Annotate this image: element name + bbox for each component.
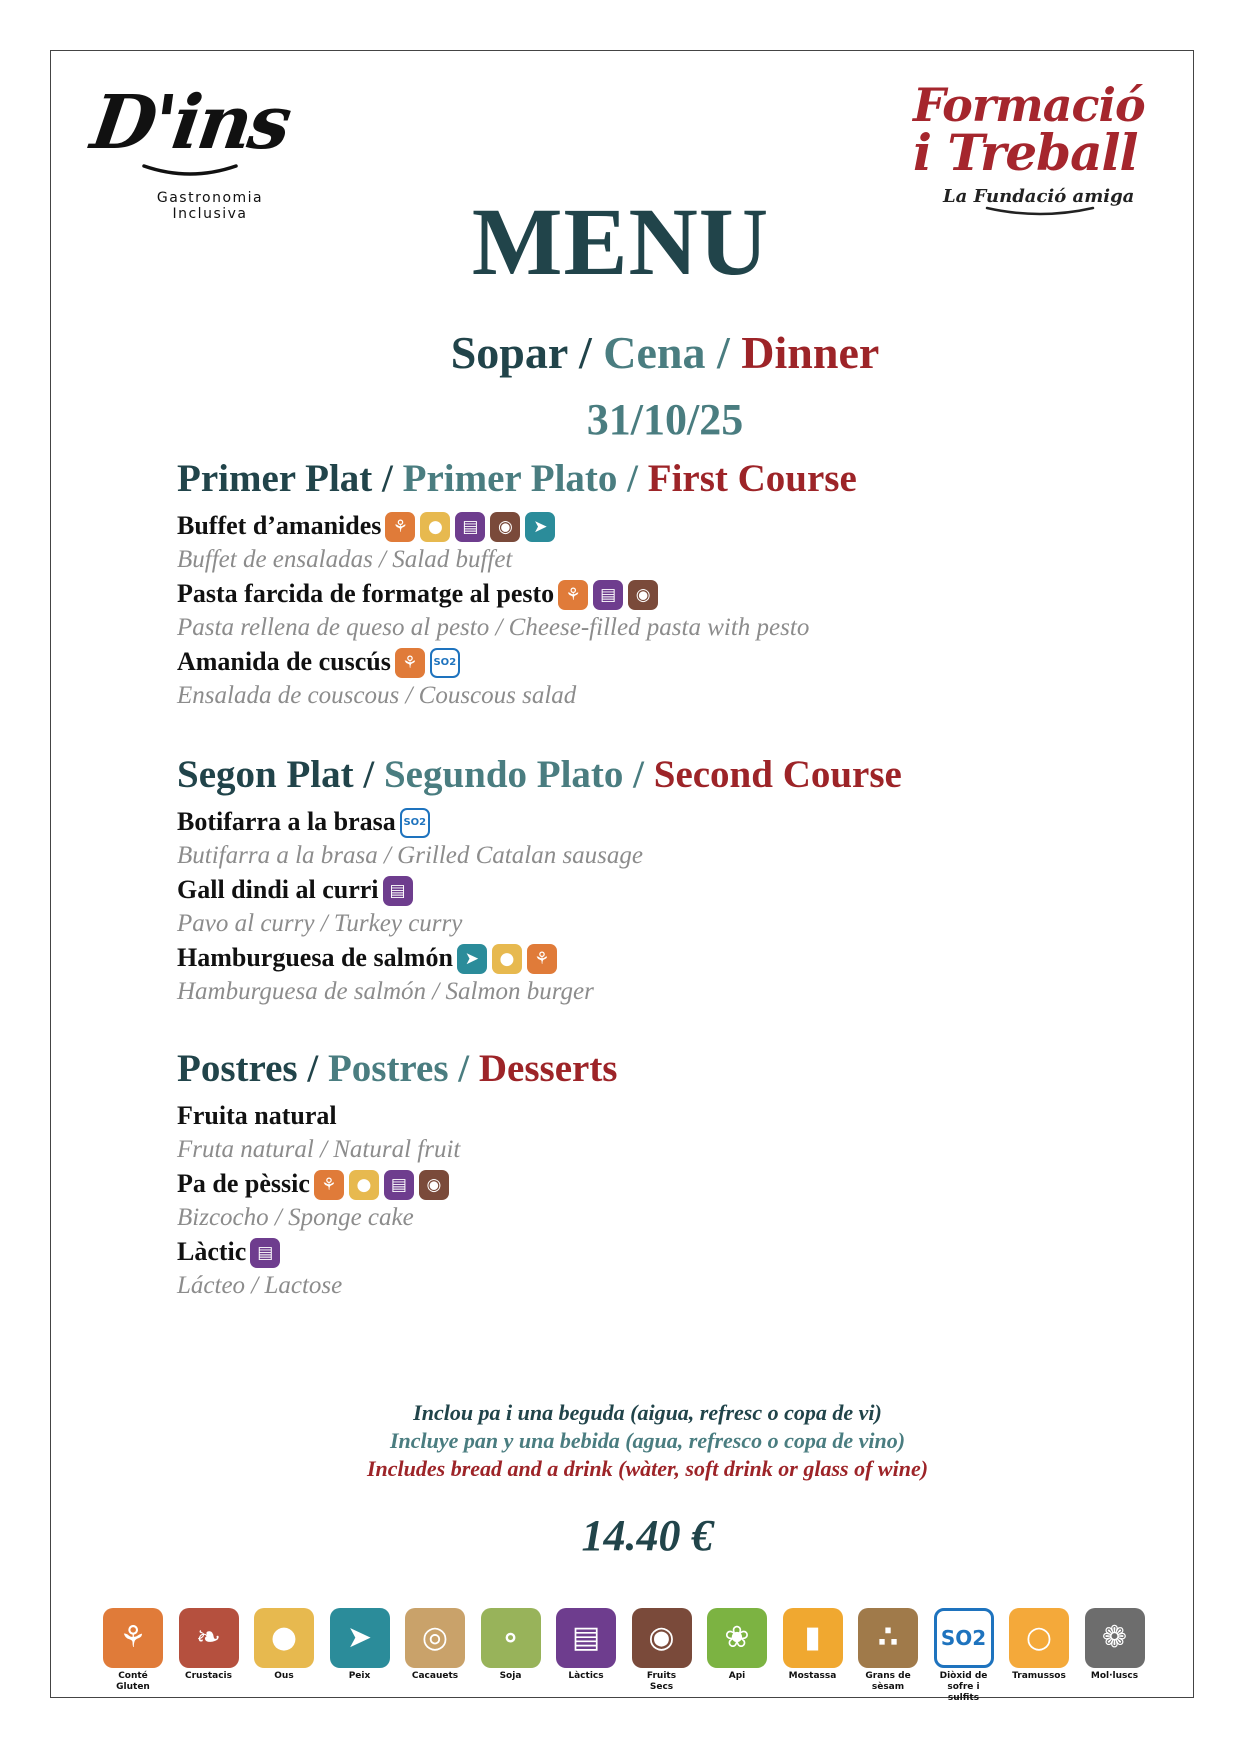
section-heading-sep1: / xyxy=(372,457,403,500)
legend-label-line: Làctics xyxy=(568,1671,604,1681)
allergen-icons xyxy=(457,939,562,977)
section-heading-en: First Course xyxy=(647,457,857,500)
fit-logo-line2: i Treball xyxy=(913,123,1138,182)
dins-logo-wordmark: D'ins xyxy=(86,80,294,166)
legend-item-tramussos xyxy=(1004,1608,1074,1682)
fish-icon: ➤ xyxy=(457,944,487,974)
section-heading-es: Segundo Plato xyxy=(383,753,624,796)
legend-item-molluscs xyxy=(1080,1608,1150,1682)
milk-icon: ▤ xyxy=(250,1238,280,1268)
meal-cat: Sopar xyxy=(450,327,568,378)
so2-icon: SO2 xyxy=(934,1608,994,1668)
menu-item xyxy=(177,939,902,1007)
footer-note-en: Includes bread and a drink (wàter, soft drink or glass of wine) xyxy=(366,1456,929,1481)
section-heading-en: Second Course xyxy=(653,753,902,796)
menu-item xyxy=(177,643,857,711)
menu-item-line xyxy=(177,1233,618,1271)
page-title: MENU xyxy=(471,188,770,295)
legend-item-cacauets xyxy=(400,1608,470,1682)
section-heading-cat: Segon Plat xyxy=(177,753,354,796)
allergen-icons xyxy=(314,1165,454,1203)
menu-item xyxy=(177,1165,618,1233)
legend-label-line: Fruits xyxy=(646,1671,677,1681)
fish-icon: ➤ xyxy=(330,1608,390,1668)
wheat-icon: ⚘ xyxy=(395,648,425,678)
menu-item-line xyxy=(177,575,857,613)
section-heading-sep2: / xyxy=(623,753,654,796)
legend-label-line: Diòxid de xyxy=(939,1671,988,1681)
legend-label xyxy=(174,1671,244,1682)
menu-item-name: Amanida de cuscús xyxy=(177,647,391,677)
milk-icon: ▤ xyxy=(556,1608,616,1668)
menu-item xyxy=(177,507,857,575)
nut-icon: ◉ xyxy=(632,1608,692,1668)
menu-item xyxy=(177,1233,618,1301)
section-heading xyxy=(177,1046,618,1091)
legend-item-crustacis xyxy=(174,1608,244,1682)
menu-item-line xyxy=(177,1097,618,1135)
legend-label xyxy=(702,1671,772,1682)
menu-item-line xyxy=(177,871,902,909)
menu-item-translation: Hamburguesa de salmón / Salmon burger xyxy=(177,978,594,1005)
shell-icon: ❁ xyxy=(1085,1608,1145,1668)
allergen-icons xyxy=(395,643,465,681)
section-heading-sep1: / xyxy=(297,1047,328,1090)
menu-item-translation: Bizcocho / Sponge cake xyxy=(177,1204,414,1231)
peanut-icon: ◎ xyxy=(405,1608,465,1668)
legend-label xyxy=(1080,1671,1150,1682)
so2-icon: SO2 xyxy=(400,808,430,838)
dins-subtitle-line1: Gastronomia xyxy=(156,190,264,206)
fit-logo-tagline: La Fundació amiga xyxy=(943,186,1135,207)
legend-label-line: Gluten xyxy=(116,1682,150,1692)
shrimp-icon: ❧ xyxy=(179,1608,239,1668)
egg-icon: ● xyxy=(254,1608,314,1668)
menu-item-translation: Fruta natural / Natural fruit xyxy=(177,1136,461,1163)
wheat-icon: ⚘ xyxy=(314,1170,344,1200)
milk-icon: ▤ xyxy=(455,512,485,542)
legend-label-line: sulfits xyxy=(947,1693,980,1703)
fit-logo-line1: Formació xyxy=(913,78,1145,132)
so2-icon: SO2 xyxy=(430,648,460,678)
section-second-course xyxy=(177,752,902,1007)
legend-label-line: Grans de xyxy=(865,1671,911,1681)
legend-label-line: sofre i xyxy=(947,1682,980,1692)
menu-item xyxy=(177,871,902,939)
menu-item-line xyxy=(177,939,902,977)
legend-label xyxy=(1004,1671,1074,1682)
section-heading-sep1: / xyxy=(353,753,384,796)
legend-label-line: sèsam xyxy=(871,1682,905,1692)
legend-item-peix xyxy=(325,1608,395,1682)
meal-sep: / xyxy=(705,327,742,378)
menu-item-translation: Ensalada de couscous / Couscous salad xyxy=(177,682,577,709)
legend-item-mostassa xyxy=(778,1608,848,1682)
footer-note-cat: Inclou pa i una beguda (aigua, refresc o copa de vi) xyxy=(413,1400,882,1425)
meal-es: Cena xyxy=(603,327,706,378)
menu-item-line xyxy=(177,1165,618,1203)
legend-label-line: Peix xyxy=(348,1671,371,1681)
section-heading xyxy=(177,752,902,797)
legend-label xyxy=(476,1671,546,1682)
section-heading xyxy=(177,456,857,501)
legend-label-line: Cacauets xyxy=(411,1671,459,1681)
menu-item-translation: Butifarra a la brasa / Grilled Catalan sausage xyxy=(177,842,644,869)
legend-label-line: Mostassa xyxy=(788,1671,837,1681)
legend-item-sesam xyxy=(853,1608,923,1693)
menu-item-line xyxy=(177,803,902,841)
menu-item-name: Hamburguesa de salmón xyxy=(177,943,453,973)
menu-item-name: Buffet d’amanides xyxy=(177,511,382,541)
wheat-icon: ⚘ xyxy=(558,580,588,610)
lupin-icon: ○ xyxy=(1009,1608,1069,1668)
legend-label xyxy=(778,1671,848,1682)
legend-label-line: Ous xyxy=(274,1671,294,1681)
menu-item-name: Làctic xyxy=(177,1237,247,1267)
legend-label xyxy=(627,1671,697,1693)
dins-logo-swoosh xyxy=(140,160,240,182)
allergen-icons xyxy=(383,871,418,909)
footer-note-es: Incluye pan y una bebida (agua, refresco o copa de vino) xyxy=(389,1428,906,1453)
legend-label-line: Api xyxy=(728,1671,746,1681)
milk-icon: ▤ xyxy=(383,876,413,906)
meal-en: Dinner xyxy=(741,327,880,378)
allergen-icons xyxy=(558,575,663,613)
legend-label xyxy=(325,1671,395,1682)
egg-icon: ● xyxy=(492,944,522,974)
menu-item-name: Pasta farcida de formatge al pesto xyxy=(177,579,555,609)
menu-item-translation: Lácteo / Lactose xyxy=(177,1272,343,1299)
legend-item-so2 xyxy=(929,1608,999,1704)
nut-icon: ◉ xyxy=(419,1170,449,1200)
legend-label xyxy=(551,1671,621,1682)
wheat-icon: ⚘ xyxy=(103,1608,163,1668)
sesame-icon: ∴ xyxy=(858,1608,918,1668)
section-heading-cat: Primer Plat xyxy=(177,457,373,500)
allergen-icons xyxy=(250,1233,285,1271)
allergen-icons xyxy=(400,803,435,841)
egg-icon: ● xyxy=(349,1170,379,1200)
menu-item-translation: Buffet de ensaladas / Salad buffet xyxy=(177,546,513,573)
menu-price: 14.40 € xyxy=(581,1511,714,1560)
legend-label xyxy=(853,1671,923,1693)
section-heading-es: Postres xyxy=(327,1047,449,1090)
section-heading-es: Primer Plato xyxy=(402,457,618,500)
legend-item-fruits-secs xyxy=(627,1608,697,1693)
menu-item-line xyxy=(177,643,857,681)
dins-subtitle-line2: Inclusiva xyxy=(172,206,248,222)
menu-date: 31/10/25 xyxy=(586,395,744,444)
section-desserts xyxy=(177,1046,618,1301)
milk-icon: ▤ xyxy=(593,580,623,610)
legend-label-line: Soja xyxy=(499,1671,522,1681)
legend-item-soja xyxy=(476,1608,546,1682)
soy-icon: ∘ xyxy=(481,1608,541,1668)
allergen-icons xyxy=(385,507,560,545)
egg-icon: ● xyxy=(420,512,450,542)
menu-item-name: Gall dindi al curri xyxy=(177,875,379,905)
wheat-icon: ⚘ xyxy=(527,944,557,974)
legend-label xyxy=(400,1671,470,1682)
mustard-icon: ▮ xyxy=(783,1608,843,1668)
menu-item xyxy=(177,575,857,643)
legend-item-ous xyxy=(249,1608,319,1682)
meal-heading xyxy=(0,326,1241,379)
legend-label-line: Conté xyxy=(118,1671,148,1681)
fish-icon: ➤ xyxy=(525,512,555,542)
allergen-legend xyxy=(98,1608,1148,1703)
legend-label xyxy=(98,1671,168,1693)
section-first-course xyxy=(177,456,857,711)
nut-icon: ◉ xyxy=(628,580,658,610)
nut-icon: ◉ xyxy=(490,512,520,542)
legend-item-gluten xyxy=(98,1608,168,1693)
menu-item-name: Pa de pèssic xyxy=(177,1169,310,1199)
legend-item-lactics xyxy=(551,1608,621,1682)
legend-label-line: Secs xyxy=(649,1682,674,1692)
legend-label xyxy=(929,1671,999,1704)
section-heading-sep2: / xyxy=(617,457,648,500)
menu-item-name: Botifarra a la brasa xyxy=(177,807,396,837)
menu-item xyxy=(177,1097,618,1165)
legend-label xyxy=(249,1671,319,1682)
legend-item-api xyxy=(702,1608,772,1682)
celery-icon: ❀ xyxy=(707,1608,767,1668)
section-heading-cat: Postres xyxy=(177,1047,298,1090)
legend-label-line: Crustacis xyxy=(185,1671,232,1681)
wheat-icon: ⚘ xyxy=(385,512,415,542)
meal-sep: / xyxy=(567,327,604,378)
legend-label-line: Tramussos xyxy=(1012,1671,1066,1681)
menu-item-line xyxy=(177,507,857,545)
legend-label-line: Mol·luscs xyxy=(1090,1671,1139,1681)
menu-item xyxy=(177,803,902,871)
milk-icon: ▤ xyxy=(384,1170,414,1200)
menu-item-translation: Pavo al curry / Turkey curry xyxy=(177,910,463,937)
section-heading-sep2: / xyxy=(448,1047,479,1090)
section-heading-en: Desserts xyxy=(478,1047,618,1090)
menu-item-translation: Pasta rellena de queso al pesto / Cheese-filled pasta with pesto xyxy=(177,614,810,641)
menu-item-name: Fruita natural xyxy=(177,1101,337,1131)
